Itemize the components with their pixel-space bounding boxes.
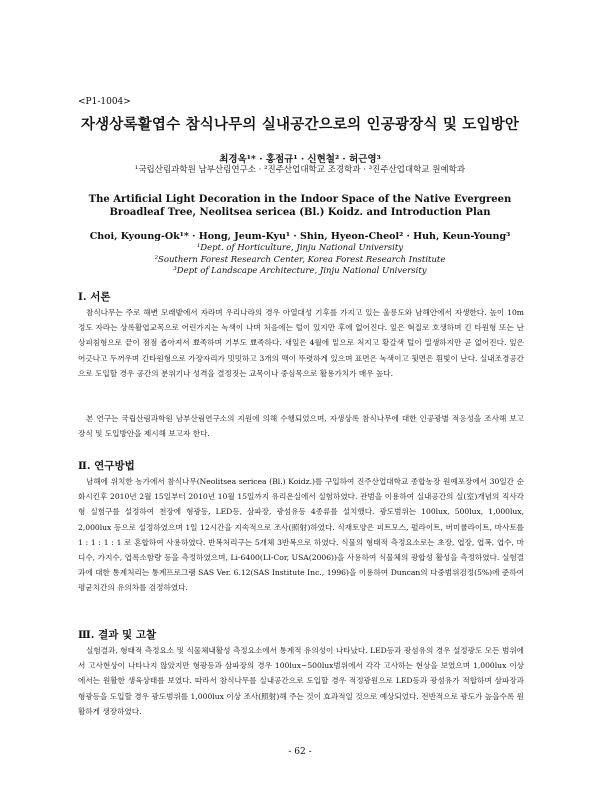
- introduction-paragraph-2: [78, 411, 524, 441]
- paper-code: <P1-1004>: [78, 97, 131, 107]
- introduction-paragraph-1: [78, 305, 524, 381]
- section-heading-results: Ⅲ. 결과 및 고찰: [78, 629, 157, 641]
- english-affiliation-2: ²Southern Forest Research Center, Korea Forest Research Institute: [154, 254, 446, 265]
- results-paragraph-text: 실험결과, 형태적 측정요소 및 식물체내활성 측정요소에서 통계적 유의성이 나타났다. LED등과 광섬유의 경우 설정광도 모든 범위에서 고사현상이 나타나지 않았지만 형광등과 삼파장의 경우 100lux~500lux범위에서 각각 고사하는 현상을 보였으며 1,000lux 이상에서는 원활한 생육상태를 보였다. 따라서 참식나무를 실내공간으로 도입할 경우 적정광원으로 LED등과 광섬유가 적합하며 삼파장과 형광등을 도입할 경우 광도범위를 1,000lux 이상 조사(照射)해 주는 것이 효과적일 것으로 예상되었다. 전반적으로 광도가 높을수록 원활하게 생장하였다.: [78, 646, 524, 716]
- section-heading-methods: Ⅱ. 연구방법: [78, 460, 135, 472]
- page-number: - 62 -: [288, 747, 312, 757]
- korean-authors: 최경옥¹* · 홍점규¹ · 신현철² · 허근영³: [219, 154, 381, 165]
- introduction-paragraph-2-text: 본 연구는 국립산림과학원 남부산림연구소의 지원에 의해 수행되었으며, 자생상록 참식나무에 대한 인공광별 적응성을 조사해 보고 장식 및 도입방안을 제시해 보고자 한다.: [78, 414, 524, 439]
- section-heading-introduction: Ⅰ. 서론: [78, 291, 111, 303]
- english-affiliation-1: ¹Dept. of Horticulture, Jinju National University: [196, 243, 404, 253]
- english-title-line-2: Broadleaf Tree, Neolitsea sericea (Bl.) Koidz. and Introduction Plan: [109, 207, 491, 218]
- korean-affiliations: ¹국립산림과학원 남부산림연구소 · ²진주산업대학교 조경학과 · ³진주산업대학교 원예학과: [134, 165, 466, 175]
- methods-paragraph-text: 남해에 위치한 농가에서 참식나무(Neolitsea sericea (Bl.) Koidz.)를 구입하여 진주산업대학교 종합농장 원예포장에서 30일간 순화시킨후 2010년 2월 15일부터 2010년 10월 15일까지 유리온실에서 실험하였다. 관범을 이용하여 실내공간의 실(室)개념의 직사각형 실험구를 설정하여 천장에 형광등, LED등, 삼파장, 광섬유등 4종류를 설치했다. 광도범위는 100lux, 500lux, 1,000lux, 2,000lux 등으로 설정하였으며 1일 12시간을 지속적으로 조사(照射)하였다. 식재토양은 피트모스, 펄라이트, 버미큘라이트, 마사토를 1 : 1 : 1 : 1 로 혼합하여 사용하였다. 반복처리구는 5개체 3반복으로 하였다. 식물의 형태적 측정요소로는 초장, 엽장, 엽폭, 엽수, 마디수, 가지수, 엽록소함량 등을 측정하였으며, Li-6400(LI-Cor, USA(2006))을 사용하여 식물체의 광합성 활성을 측정하였다. 실험결과에 대한 통계처리는 통계프로그램 SAS Ver. 6.12(SAS Institute Inc., 1996)을 이용하여 Duncan의 다중범위검정(5%)에 준하여 평균치간의 유의차를 검정하였다.: [78, 477, 524, 593]
- methods-paragraph: [78, 474, 524, 596]
- results-paragraph: [78, 643, 524, 719]
- introduction-paragraph-1-text: 참식나무는 주로 해변 모래밭에서 자라며 우리나라의 경우 아열대성 기후를 가지고 있는 울릉도와 남해안에서 자생한다. 높이 10m 정도 자라는 상록활엽교목으로 어린가지는 녹색이 나며 처음에는 털이 있지만 후에 없어진다. 잎은 혁질로 호생하며 긴 타원형 또는 난상피침형으로 끝이 점점 좁아져서 뾰족하며 기부도 뾰족하다. 새잎은 4월에 밑으로 처지고 황갈색 털이 밀생하지만 곧 없어진다. 잎은 어긋나고 두꺼우며 긴타원형으로 가장자리가 밋밋하고 3개의 맥이 뚜렷하게 있으며 표면은 녹색이고 뒷면은 흰빛이 난다. 실내조경공간으로 도입할 경우 공간의 분위기나 성격을 결정짓는 교목이나 중심목으로 활용가치가 매우 높다.: [78, 308, 524, 378]
- english-title-line-1: The Artificial Light Decoration in the Indoor Space of the Native Evergreen: [88, 194, 512, 205]
- english-authors: Choi, Kyoung-Ok¹* · Hong, Jeum-Kyu¹ · Shin, Hyeon-Cheol² · Huh, Keun-Young³: [89, 231, 511, 242]
- korean-title: 자생상록활엽수 참식나무의 실내공간으로의 인공광장식 및 도입방안: [80, 116, 520, 133]
- english-affiliation-3: ³Dept of Landscape Architecture, Jinju National University: [173, 266, 427, 276]
- english-title: [40, 193, 560, 219]
- english-affiliations: [40, 243, 560, 278]
